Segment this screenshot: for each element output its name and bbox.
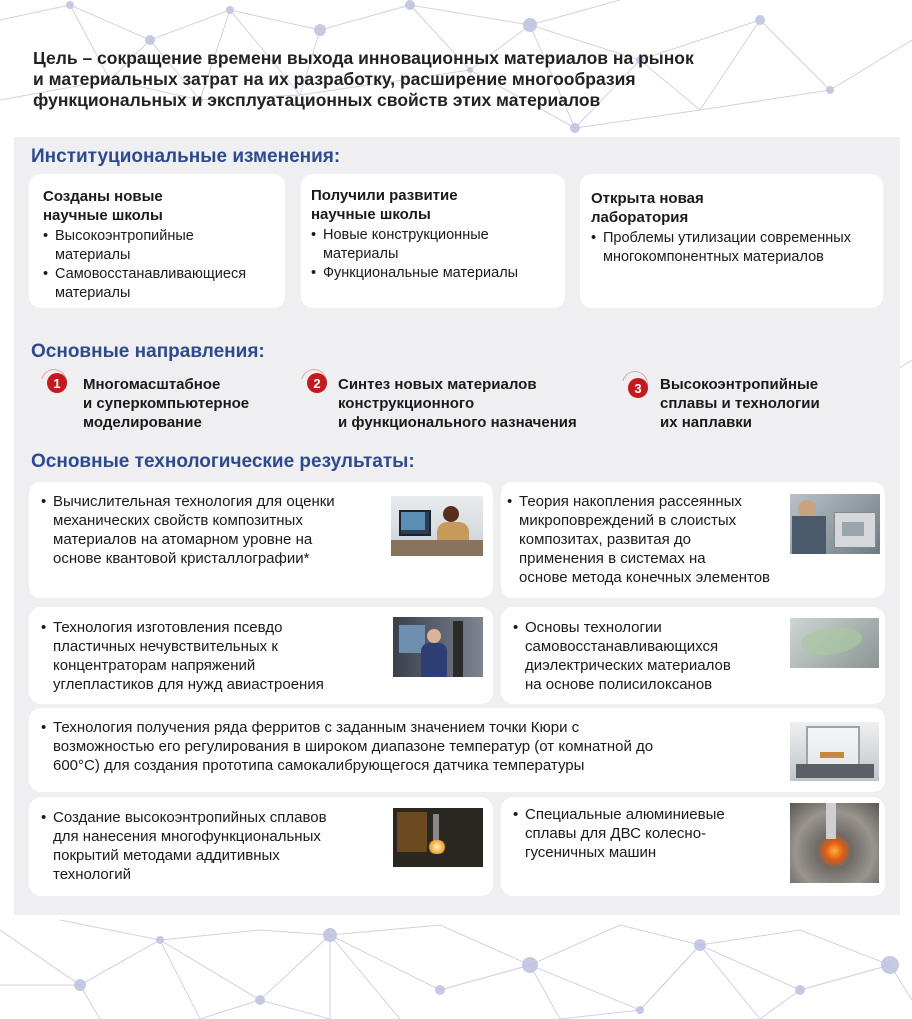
additive-manufacturing-photo: [393, 808, 483, 867]
temperature-sensor-photo: [790, 722, 879, 781]
result-text: • Основы технологии самовосстанавливающихся диэлектрических материалов на основе полисилоксанов: [513, 618, 731, 694]
institutional-card-1: [29, 174, 285, 308]
number-badge-icon: 2: [307, 373, 327, 393]
institutional-card-2: [301, 174, 565, 308]
result-card-4: [501, 607, 885, 704]
card-title: Открыта новая лаборатория: [591, 190, 704, 226]
results-heading: Основные технологические результаты:: [31, 451, 415, 472]
list-item: • Проблемы утилизации современных многокомпонентных материалов: [591, 229, 885, 267]
list-item: • Новые конструкционные материалы: [311, 226, 523, 264]
result-card-2: [501, 482, 885, 598]
direction-text: Высокоэнтропийные сплавы и технологии их наплавки: [660, 376, 820, 431]
direction-3: [624, 372, 864, 436]
molten-aluminium-photo: [790, 803, 879, 883]
number-badge-icon: 1: [47, 373, 67, 393]
result-card-7: [501, 797, 885, 896]
result-text: • Технология получения ряда ферритов с заданным значением точки Кюри с возможностью его регулирования в широком диапазоне температур (от комнатной до 600°С) для создания прототипа самокалибрующегося датчика температуры: [41, 718, 653, 775]
result-card-5: [29, 708, 885, 792]
list-item: • Функциональные материалы: [311, 264, 563, 283]
result-text: • Технология изготовления псевдо пластичных нечувствительных к концентраторам напряжений углепластиков для нужд авиастроения: [41, 618, 324, 694]
result-card-6: [29, 797, 493, 896]
directions-heading: Основные направления:: [31, 341, 265, 362]
card-title: Созданы новые научные школы: [43, 188, 163, 224]
list-item: • Самовосстанавливающиеся материалы: [43, 265, 287, 303]
card-title: Получили развитие научные школы: [311, 187, 458, 223]
institutional-changes-heading: Институциональные изменения:: [31, 146, 341, 167]
number-badge-icon: 3: [628, 378, 648, 398]
goal-line-2: и материальных затрат на их разработку, расширение многообразия: [33, 69, 636, 89]
lab-equipment-photo: [790, 494, 880, 554]
result-text: • Вычислительная технология для оценки механических свойств композитных материалов на атомарном уровне на основе квантовой кристаллографии*: [41, 492, 335, 568]
direction-2: [303, 370, 623, 434]
goal-line-1: Цель – сокращение времени выхода инновационных материалов на рынок: [33, 48, 694, 68]
result-text: • Создание высокоэнтропийных сплавов для нанесения многофункциональных покрытий методами аддитивных технологий: [41, 808, 327, 884]
researcher-photo: [393, 617, 483, 677]
goal-statement: [33, 48, 853, 111]
goal-line-3: функциональных и эксплуатационных свойств этих материалов: [33, 90, 601, 110]
result-card-3: [29, 607, 493, 704]
direction-1: [44, 370, 294, 434]
institutional-card-3: [580, 174, 883, 308]
polymer-film-photo: [790, 618, 879, 668]
direction-text: Синтез новых материалов конструкционного и функционального назначения: [338, 376, 577, 431]
scientist-at-computer-photo: [391, 496, 483, 556]
list-item: • Высокоэнтропийные материалы: [43, 227, 215, 265]
result-text: • Теория накопления рассеянных микроповреждений в слоистых композитах, развитая до применения в системах на основе метода конечных элементов: [507, 492, 770, 587]
direction-text: Многомасштабное и суперкомпьютерное моделирование: [83, 376, 250, 431]
result-card-1: [29, 482, 493, 598]
result-text: • Специальные алюминиевые сплавы для ДВС колесно- гусеничных машин: [513, 805, 725, 862]
